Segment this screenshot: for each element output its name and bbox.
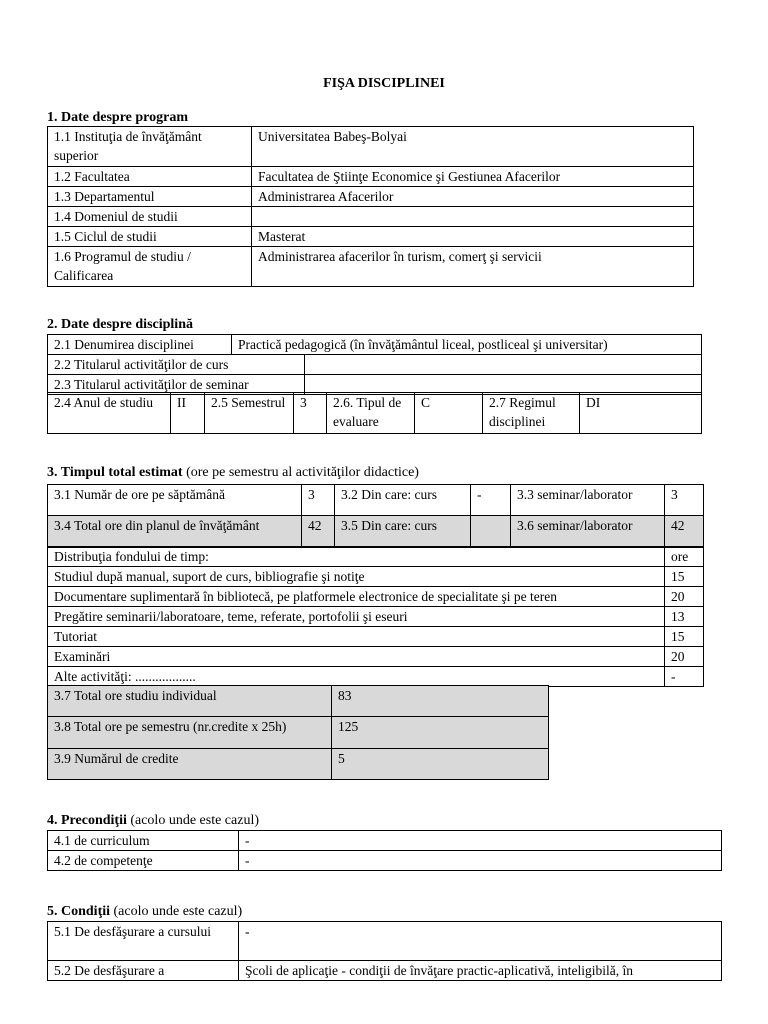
program-value: Facultatea de Ştiinţe Economice şi Gestiunea Afacerilor — [252, 167, 694, 187]
program-label: 1.6 Programul de studiu / Calificarea — [48, 247, 252, 287]
course-holder-value — [305, 355, 702, 375]
discipline-regime-value: DI — [580, 393, 702, 434]
individual-study-total-value: 83 — [332, 686, 549, 717]
table-row — [48, 516, 704, 548]
table-row — [48, 749, 549, 780]
section-1-heading: 1. Date despre program — [47, 110, 189, 125]
distribution-label: Distribuţia fondului de timp: — [48, 547, 665, 567]
table-row — [48, 547, 704, 567]
weekly-seminar-label: 3.3 seminar/laborator — [511, 485, 665, 516]
distribution-item-label: Studiul după manual, suport de curs, bibliografie şi notiţe — [48, 567, 665, 587]
semester-value: 3 — [294, 393, 327, 434]
distribution-item-label: Pregătire seminarii/laboratoare, teme, referate, portofolii şi eseuri — [48, 607, 665, 627]
time-distribution-table — [47, 546, 704, 687]
table-row — [48, 247, 694, 287]
credits-label: 3.9 Numărul de credite — [48, 749, 332, 780]
distribution-item-value: 15 — [665, 627, 704, 647]
time-hours-table — [47, 484, 704, 548]
precondition-label: 4.2 de competenţe — [48, 851, 239, 871]
program-table — [47, 126, 694, 287]
study-year-label: 2.4 Anul de studiu — [48, 393, 171, 434]
table-row — [48, 207, 694, 227]
preconditions-table — [47, 830, 722, 871]
weekly-seminar-value: 3 — [665, 485, 704, 516]
program-label: 1.5 Ciclul de studii — [48, 227, 252, 247]
section-5-heading: 5. Condiţii (acolo unde este cazul) — [47, 904, 243, 919]
time-totals-table — [47, 685, 549, 780]
table-row — [48, 627, 704, 647]
distribution-item-value: 20 — [665, 587, 704, 607]
distribution-item-value: 20 — [665, 647, 704, 667]
condition-label: 5.1 De desfăşurare a cursului — [48, 922, 239, 961]
table-row — [48, 607, 704, 627]
program-label: 1.2 Facultatea — [48, 167, 252, 187]
program-value: Administrarea afacerilor în turism, comerţ şi servicii — [252, 247, 694, 287]
section-3-heading: 3. Timpul total estimat (ore pe semestru al activităţilor didactice) — [47, 465, 419, 480]
program-value: Administrarea Afacerilor — [252, 187, 694, 207]
semester-total-label: 3.8 Total ore pe semestru (nr.credite x 25h) — [48, 717, 332, 749]
semester-label: 2.5 Semestrul — [205, 393, 294, 434]
program-label: 1.3 Departamentul — [48, 187, 252, 207]
distribution-unit: ore — [665, 547, 704, 567]
table-row — [48, 717, 549, 749]
table-row — [48, 167, 694, 187]
table-row — [48, 851, 722, 871]
distribution-item-label: Tutoriat — [48, 627, 665, 647]
table-row — [48, 127, 694, 167]
program-label: 1.4 Domeniul de studii — [48, 207, 252, 227]
discipline-name-value: Practică pedagogică (în învăţământul liceal, postliceal şi universitar) — [232, 335, 702, 355]
weekly-hours-label: 3.1 Număr de ore pe săptămână — [48, 485, 302, 516]
table-row — [48, 587, 704, 607]
program-value: Universitatea Babeş-Bolyai — [252, 127, 694, 167]
individual-study-total-label: 3.7 Total ore studiu individual — [48, 686, 332, 717]
discipline-name-label: 2.1 Denumirea disciplinei — [48, 335, 232, 355]
distribution-item-label: Documentare suplimentară în bibliotecă, pe platformele electronice de specialitate şi pe teren — [48, 587, 665, 607]
discipline-table-top — [47, 334, 702, 395]
seminar-holder-label: 2.3 Titularul activităţilor de seminar — [48, 375, 305, 395]
table-row — [48, 961, 722, 981]
program-value: Masterat — [252, 227, 694, 247]
table-row — [48, 686, 549, 717]
distribution-item-value: 13 — [665, 607, 704, 627]
table-row — [48, 485, 704, 516]
evaluation-type-label: 2.6. Tipul de evaluare — [327, 393, 415, 434]
program-label: 1.1 Instituţia de învăţământ superior — [48, 127, 252, 167]
weekly-course-value: - — [471, 485, 511, 516]
section-2-heading: 2. Date despre disciplină — [47, 317, 193, 332]
discipline-table-bottom — [47, 392, 702, 434]
distribution-item-label: Alte activităţi: .................. — [48, 667, 665, 687]
semester-total-value: 125 — [332, 717, 549, 749]
total-plan-hours-value: 42 — [302, 516, 335, 548]
program-value — [252, 207, 694, 227]
table-row — [48, 567, 704, 587]
condition-label: 5.2 De desfăşurare a — [48, 961, 239, 981]
total-seminar-value: 42 — [665, 516, 704, 548]
distribution-item-value: 15 — [665, 567, 704, 587]
weekly-hours-value: 3 — [302, 485, 335, 516]
table-row — [48, 831, 722, 851]
table-row — [48, 922, 722, 961]
table-row — [48, 355, 702, 375]
total-course-label: 3.5 Din care: curs — [335, 516, 471, 548]
table-row — [48, 393, 702, 434]
table-row — [48, 187, 694, 207]
document-title: FIŞA DISCIPLINEI — [323, 76, 445, 91]
discipline-regime-label: 2.7 Regimul disciplinei — [483, 393, 580, 434]
evaluation-type-value: C — [415, 393, 483, 434]
distribution-item-value: - — [665, 667, 704, 687]
precondition-value: - — [239, 831, 722, 851]
study-year-value: II — [171, 393, 205, 434]
section-4-heading: 4. Precondiţii (acolo unde este cazul) — [47, 813, 259, 828]
course-holder-label: 2.2 Titularul activităţilor de curs — [48, 355, 305, 375]
distribution-item-label: Examinări — [48, 647, 665, 667]
total-plan-hours-label: 3.4 Total ore din planul de învăţământ — [48, 516, 302, 548]
total-course-value — [471, 516, 511, 548]
conditions-table — [47, 921, 722, 981]
weekly-course-label: 3.2 Din care: curs — [335, 485, 471, 516]
total-seminar-label: 3.6 seminar/laborator — [511, 516, 665, 548]
precondition-label: 4.1 de curriculum — [48, 831, 239, 851]
credits-value: 5 — [332, 749, 549, 780]
table-row — [48, 227, 694, 247]
condition-value: Şcoli de aplicaţie - condiţii de învăţare practic-aplicativă, inteligibilă, în — [239, 961, 722, 981]
condition-value: - — [239, 922, 722, 961]
table-row — [48, 647, 704, 667]
precondition-value: - — [239, 851, 722, 871]
table-row — [48, 667, 704, 687]
table-row — [48, 335, 702, 355]
